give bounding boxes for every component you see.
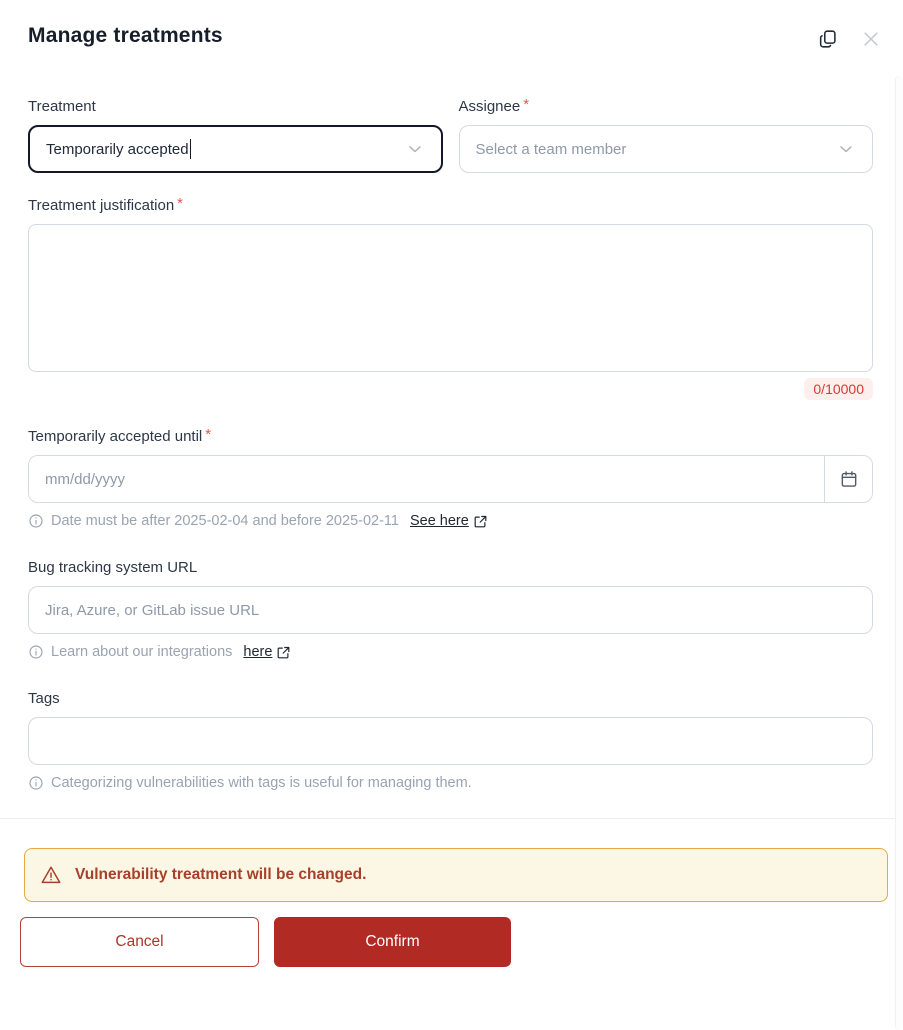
chevron-down-icon: [405, 139, 425, 159]
date-input[interactable]: [29, 456, 824, 502]
external-link-icon: [276, 645, 291, 660]
treatment-label: Treatment: [28, 98, 96, 115]
accepted-until-label: Temporarily accepted until *: [28, 426, 212, 445]
justification-textarea[interactable]: [28, 224, 873, 372]
tags-label: Tags: [28, 690, 60, 707]
treatment-form: [0, 98, 903, 791]
scrollbar[interactable]: [895, 76, 903, 1030]
date-input-group: [28, 455, 873, 503]
treatment-select[interactable]: [28, 125, 443, 173]
external-link-icon: [473, 514, 488, 529]
warning-icon: [40, 864, 62, 886]
tags-hint-text: Categorizing vulnerabilities with tags is useful for managing them.: [51, 775, 472, 791]
warning-text: Vulnerability treatment will be changed.: [75, 866, 367, 883]
date-hint: [28, 513, 873, 529]
text-caret: [190, 139, 192, 159]
bug-url-input[interactable]: [28, 586, 873, 634]
footer-divider: [0, 818, 903, 819]
close-icon[interactable]: [861, 29, 881, 49]
cancel-button[interactable]: Cancel: [20, 917, 259, 967]
info-icon: [28, 513, 44, 529]
assignee-label: Assignee *: [458, 96, 530, 115]
bug-url-label: Bug tracking system URL: [28, 559, 198, 576]
calendar-icon[interactable]: [824, 456, 872, 502]
required-asterisk: *: [205, 426, 212, 443]
confirm-button[interactable]: Confirm: [274, 917, 511, 967]
integrations-here-link[interactable]: here: [243, 644, 273, 660]
dialog-title: Manage treatments: [28, 24, 223, 47]
tags-hint: [28, 775, 873, 791]
action-buttons: [20, 917, 903, 967]
char-counter-badge: 0/10000: [804, 378, 873, 400]
bug-url-hint: [28, 644, 873, 660]
assignee-placeholder: Select a team member: [475, 140, 627, 158]
copy-icon[interactable]: [817, 28, 839, 50]
info-icon: [28, 775, 44, 791]
date-hint-text: Date must be after 2025-02-04 and before 2025-02-11: [51, 513, 399, 529]
warning-banner: [24, 848, 888, 902]
justification-label: Treatment justification *: [28, 195, 184, 214]
treatment-select-value: Temporarily accepted: [46, 139, 191, 159]
required-asterisk: *: [177, 195, 184, 212]
header-icons: [817, 24, 881, 50]
bug-url-hint-text: Learn about our integrations: [51, 644, 233, 660]
info-icon: [28, 644, 44, 660]
see-here-link[interactable]: See here: [409, 513, 469, 529]
dialog-header: [0, 0, 903, 50]
chevron-down-icon: [836, 139, 856, 159]
assignee-select[interactable]: [459, 125, 874, 173]
tags-input[interactable]: [28, 717, 873, 765]
required-asterisk: *: [523, 96, 530, 113]
